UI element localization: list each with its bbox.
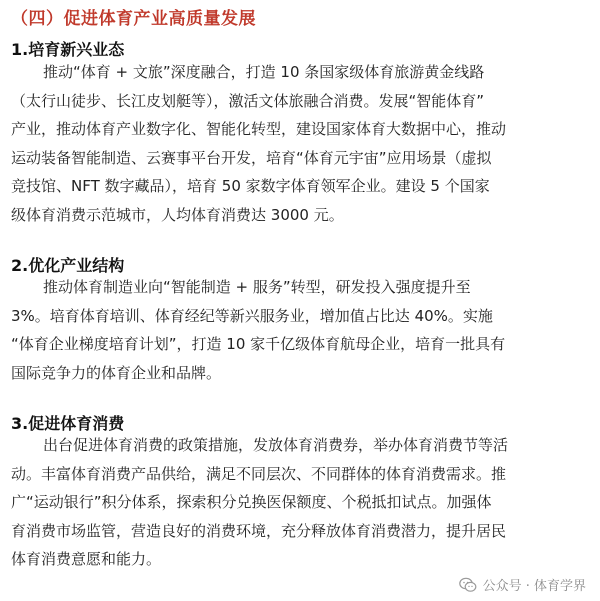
paragraph-line: 体育消费意愿和能力。 [11, 550, 162, 568]
paragraph-line: （太行山徒步、长江皮划艇等），激活文体旅融合消费。发展“智能体育” [11, 91, 485, 110]
paragraph-line: 国际竞争力的体育企业和品牌。 [11, 363, 222, 382]
paragraph-line: 推动“体育 + 文旅”深度融合，打造 10 条国家级体育旅游黄金线路 [43, 63, 485, 81]
heading-optimize-structure: 2.优化产业结构 [11, 256, 125, 275]
heading-promote-consumption: 3.促进体育消费 [11, 414, 125, 433]
wechat-icon [459, 577, 477, 593]
paragraph-line: 推动体育制造业向“智能制造 + 服务”转型，研发投入强度提升至 [43, 278, 471, 296]
paragraph-line: 育消费市场监管，营造良好的消费环境，充分释放体育消费潜力，提升居民 [11, 521, 507, 540]
watermark-text: 公众号 · 体育学界 [482, 579, 586, 594]
paragraph-line: 级体育消费示范城市，人均体育消费达 3000 元。 [11, 205, 344, 224]
paragraph-line: 出台促进体育消费的政策措施，发放体育消费券，举办体育消费节等活 [43, 436, 509, 454]
paragraph-promote-consumption [11, 431, 589, 574]
wechat-watermark [459, 575, 586, 594]
paragraph-cultivate-new-formats [11, 58, 589, 229]
paragraph-line: 广“运动银行”积分体系，探索积分兑换医保额度、个税抵扣试点。加强体 [11, 493, 492, 511]
paragraph-line: 3%。培育体育培训、体育经纪等新兴服务业，增加值占比达 40%。实施 [11, 306, 493, 325]
heading-cultivate-new-formats: 1.培育新兴业态 [11, 40, 125, 59]
paragraph-line: 竞技馆、NFT 数字藏品），培育 50 家数字体育领军企业。建设 5 个国家 [11, 177, 490, 195]
section-title: （四）促进体育产业高质量发展 [11, 9, 256, 29]
paragraph-line: 动。丰富体育消费产品供给，满足不同层次、不同群体的体育消费需求。推 [11, 464, 507, 483]
paragraph-optimize-structure [11, 273, 589, 387]
paragraph-line: 运动装备智能制造、云赛事平台开发，培育“体育元宇宙”应用场景（虚拟 [11, 148, 492, 167]
paragraph-line: “体育企业梯度培育计划”，打造 10 家千亿级体育航母企业，培育一批具有 [11, 335, 506, 353]
paragraph-line: 产业，推动体育产业数字化、智能化转型，建设国家体育大数据中心，推动 [11, 120, 507, 138]
